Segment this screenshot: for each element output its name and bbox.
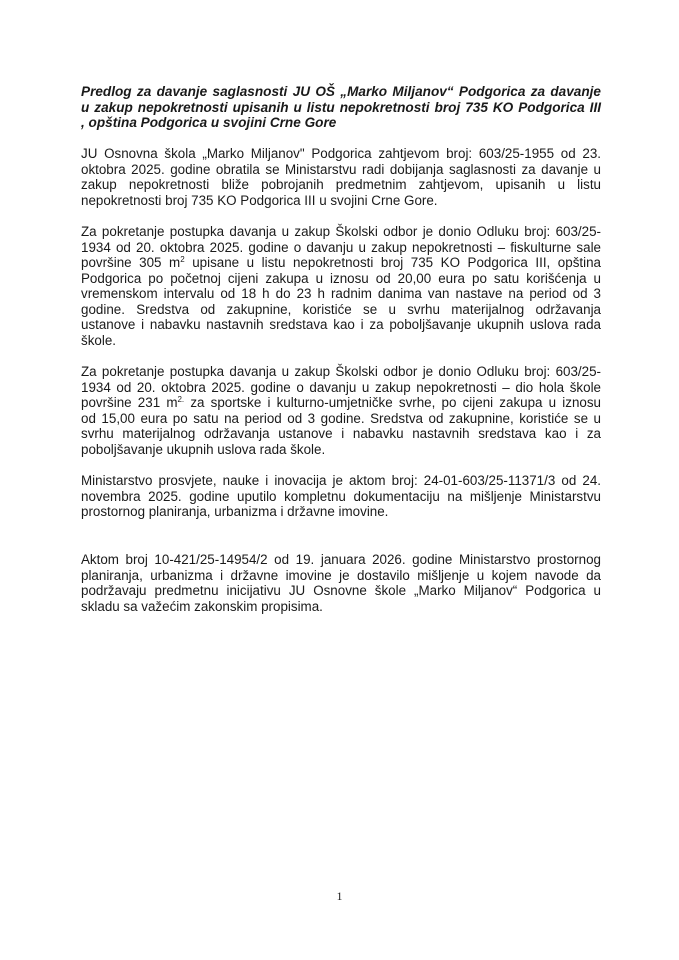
paragraph-hall-lease [81, 364, 601, 457]
title-line: u zakup nepokretnosti upisanih u listu nepokretnosti broj 735 KO Podgorica III [81, 99, 601, 115]
text-line: godine. Sredstva od zakupnine, koristiće se u svrhu materijalnog održavanja [81, 301, 601, 317]
superscript: 2 [180, 255, 185, 264]
title-line: , opština Podgorica u svojini Crne Gore [81, 115, 337, 130]
page-number: 1 [336, 889, 343, 903]
text-line: Za pokretanje postupka davanja u zakup Školski odbor je donio Odluku broj: 603/25- [81, 364, 601, 379]
text-line: prostornog planiranja, urbanizma i državne imovine. [81, 504, 389, 519]
paragraph-ministry-referral [81, 473, 601, 520]
text-line: nepokretnosti broj 735 KO Podgorica III u svojini Crne Gore. [81, 192, 438, 208]
text-line: vremenskom intervalu od 18 h do 23 h radnim danima van nastave na period od 3 [81, 286, 601, 301]
text-line: JU Osnovna škola „Marko Miljanov" Podgorica zahtjevom broj: 603/25-1955 od 23. [81, 146, 601, 161]
text-line: Ministarstvo prosvjete, nauke i inovacija je aktom broj: 24-01-603/25-11371/3 od 24. [81, 473, 601, 488]
text-line: 1934 od 20. oktobra 2025. godine o davanju u zakup nepokretnosti – fiskulturne sale [81, 239, 601, 255]
text-line: 1934 od 20. oktobra 2025. godine o davanju u zakup nepokretnosti – dio hola škole [81, 379, 601, 395]
paragraph-request [81, 146, 601, 208]
text-line: novembra 2025. godine uputilo kompletnu dokumentaciju na mišljenje Ministarstvu [81, 488, 601, 504]
text-line: ustanove i nabavku nastavnih sredstava kao i za poboljšavanje ukupnih uslova rada [81, 317, 601, 332]
text-line: podržavaju predmetnu inicijativu JU Osnovne škole „Marko Miljanov“ Podgorica u [81, 583, 601, 598]
text-line: svrhu materijalnog održavanja ustanove i nabavku nastavnih sredstava kao i za [81, 426, 601, 441]
text-line: Aktom broj 10-421/25-14954/2 od 19. januara 2026. godine Ministarstvo prostornog [81, 552, 601, 567]
text-line: od 15,00 eura po satu na period od 3 godine. Sredstva od zakupnine, koristiće se u [81, 410, 601, 426]
document-title [81, 84, 601, 131]
text-line: oktobra 2025. godine obratila se Ministarstvu radi dobijanja saglasnosti za davanje u [81, 161, 601, 177]
paragraph-ministry-opinion [81, 552, 601, 614]
text-line: poboljšavanje ukupnih uslova rada škole. [81, 441, 326, 457]
superscript: 2. [177, 395, 185, 404]
text-line: škole. [81, 332, 116, 348]
text-line: Podgorica po početnoj cijeni zakupa u iznosu od 20,00 eura po satu korišćenja u [81, 270, 601, 286]
text-line: planiranja, urbanizma i državne imovine je dostavilo mišljenje u kojem navode da [81, 567, 601, 583]
paragraph-gym-lease [81, 224, 601, 348]
text-line: zakup nepokretnosti bliže pobrojanih predmetnim zahtjevom, upisanih u listu [81, 177, 601, 192]
text-line-area: površine 231 $m^{2.}$ za sportske i kulturno-umjetničke svrhe, po cijeni zakupa u iznosu [81, 395, 601, 410]
text-line-area: površine 305 $m^2$ upisane u listu nepokretnosti broj 735 KO Podgorica III, opština [81, 255, 601, 270]
text-line: Za pokretanje postupka davanja u zakup Školski odbor je donio Odluku broj: 603/25- [81, 224, 601, 239]
title-line: Predlog za davanje saglasnosti JU OŠ „Marko Miljanov“ Podgorica za davanje [81, 84, 601, 99]
text-line: skladu sa važećim zakonskim propisima. [81, 598, 323, 614]
